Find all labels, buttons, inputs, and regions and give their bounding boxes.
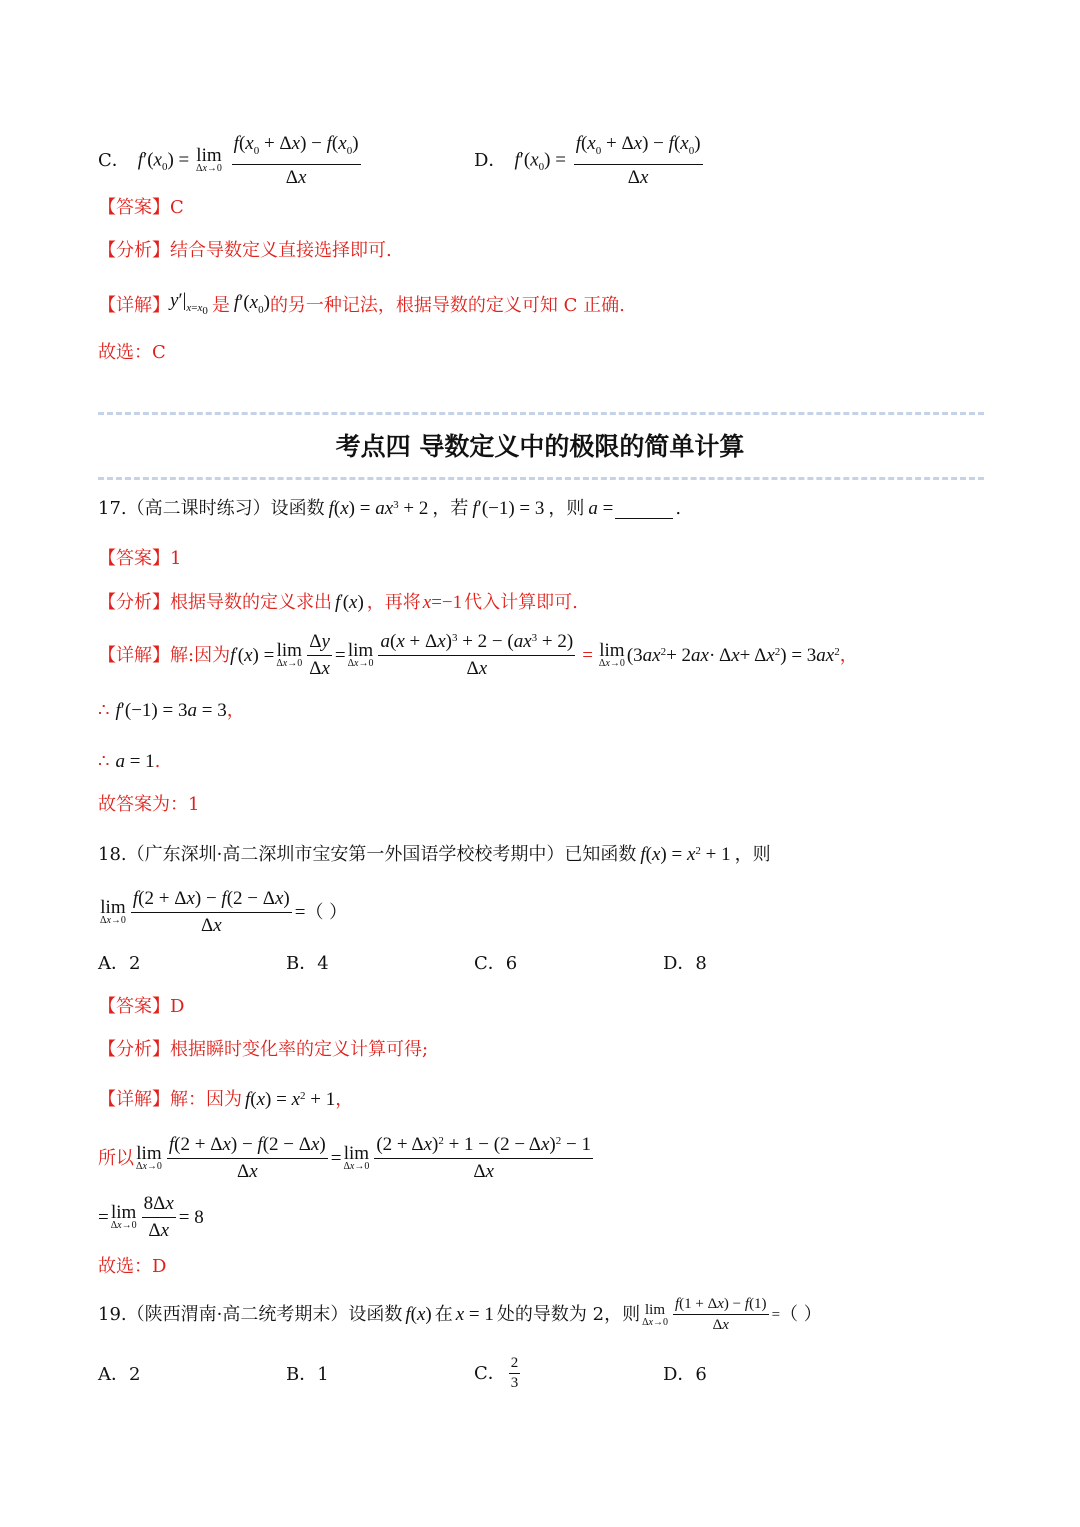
formula: f′(−1) = 3a = 3 bbox=[115, 700, 227, 721]
detail-text-2: 的另一种记法，根据导数的定义可知 C 正确. bbox=[269, 294, 625, 316]
step-tail: ， bbox=[226, 700, 245, 721]
section-title: 考点四 导数定义中的极限的简单计算 bbox=[335, 432, 745, 461]
formula: $f'(x_0)$ = lim Δx→0 $\frac{f(x_0 + \Delta x) - f(x_0)}{\Delta x}$ bbox=[137, 133, 359, 188]
q17-step2 bbox=[98, 698, 245, 724]
q18-stem bbox=[98, 842, 771, 868]
formula: f′(−1) = 3 bbox=[472, 498, 545, 519]
q16-option-c bbox=[98, 132, 364, 190]
analysis-text: 结合导数定义直接选择即可. bbox=[170, 240, 392, 261]
numerator: 2 bbox=[509, 1355, 521, 1374]
answer-bracket: （ ） bbox=[780, 1303, 822, 1325]
q17-detail bbox=[98, 630, 858, 681]
q16-conclusion: 故选：C bbox=[98, 342, 166, 363]
formula: lim Δx→0 $\frac{f(1 + \Delta x) - f(1)}{\Delta x}$ = bbox=[642, 1296, 781, 1333]
detail-text: 解:因为 bbox=[170, 644, 231, 666]
detail-label: 【详解】 bbox=[98, 1089, 170, 1110]
step-tail: ， bbox=[335, 1089, 354, 1110]
section-divider-top bbox=[98, 412, 984, 415]
analysis-text-2: ，再将 bbox=[366, 592, 421, 613]
answer-blank bbox=[615, 500, 673, 519]
formula: $f'(x_0)$ bbox=[233, 291, 270, 316]
formula: $f(x) = ax^3 + 2$ bbox=[328, 498, 429, 519]
formula: lim Δx→0 $\frac{f(2 + \Delta x) - f(2 - \Delta x)}{\Delta x}$ = bbox=[100, 888, 306, 936]
formula: $y'|_{x=x_0}$ bbox=[170, 290, 208, 317]
analysis-label: 【分析】 bbox=[98, 592, 170, 613]
stem-prefix: 18.（广东深圳·高二深圳市宝安第一外国语学校校考期中）已知函数 bbox=[98, 844, 637, 865]
therefore-icon: ∴ bbox=[98, 751, 110, 772]
detail-text: 解：因为 bbox=[170, 1089, 242, 1110]
q17-analysis bbox=[98, 590, 578, 616]
stem-end: ，则 bbox=[548, 498, 585, 519]
analysis-label: 【分析】 bbox=[98, 1039, 170, 1060]
q16-option-d bbox=[474, 132, 706, 190]
q19-option-b: B．1 bbox=[286, 1364, 329, 1385]
formula: $f(x) = x^2 + 1$ bbox=[640, 844, 731, 865]
q18-answer: 【答案】D bbox=[98, 996, 185, 1017]
option-label: C． bbox=[474, 1362, 506, 1384]
q16-analysis bbox=[98, 238, 392, 264]
q18-step1 bbox=[98, 1133, 596, 1184]
analysis-text: 根据瞬时变化率的定义计算可得; bbox=[170, 1039, 429, 1060]
q16-detail bbox=[98, 288, 625, 324]
q17-stem: 17.（高二课时练习）设函数 $f(x) = ax^3 + 2$ ，若 f′(−1) = 3 ，则 a = . bbox=[98, 496, 681, 522]
fraction bbox=[509, 1355, 521, 1392]
so-label: 所以 bbox=[98, 1147, 134, 1169]
formula: $f'(x_0)$ = $\frac{f(x_0 + \Delta x) - f(x_0)}{\Delta x}$ bbox=[514, 133, 701, 188]
stem-prefix: 17.（高二课时练习）设函数 bbox=[98, 498, 325, 519]
stem-mid: 在 bbox=[434, 1303, 453, 1325]
q19-option-d: D．6 bbox=[663, 1364, 707, 1385]
formula: a = bbox=[588, 498, 614, 519]
q19-stem bbox=[98, 1295, 822, 1334]
q19-option-c bbox=[474, 1355, 523, 1392]
stem-mid: ，若 bbox=[432, 498, 469, 519]
analysis-label: 【分析】 bbox=[98, 240, 170, 261]
q17-answer: 【答案】1 bbox=[98, 548, 182, 569]
q18-step2 bbox=[98, 1192, 204, 1243]
therefore-icon: ∴ bbox=[98, 700, 110, 721]
q18-option-a: A．2 bbox=[98, 953, 141, 974]
stem-mid2: 处的导数为 2，则 bbox=[496, 1303, 641, 1325]
formula: a = 1 bbox=[115, 751, 155, 772]
formula: = lim Δx→0 $\frac{8\Delta x}{\Delta x}$ = 8 bbox=[98, 1193, 204, 1241]
formula: f(x) bbox=[405, 1303, 432, 1325]
step-tail: ， bbox=[839, 644, 858, 666]
option-label: D． bbox=[474, 149, 507, 171]
formula: f′(x) bbox=[335, 592, 364, 613]
q16-answer: 【答案】C bbox=[98, 197, 184, 218]
stem-prefix: 19.（陕西渭南·高二统考期末）设函数 bbox=[98, 1303, 403, 1325]
formula: $f(x) = x^2 + 1$ bbox=[245, 1089, 336, 1110]
q18-option-c: C．6 bbox=[474, 953, 518, 974]
q18-detail bbox=[98, 1087, 353, 1113]
q19-option-a: A．2 bbox=[98, 1364, 141, 1385]
q17-conclusion: 故答案为：1 bbox=[98, 794, 200, 815]
detail-label: 【详解】 bbox=[98, 294, 170, 316]
detail-label: 【详解】 bbox=[98, 644, 170, 666]
stem-end: ，则 bbox=[734, 844, 771, 865]
q18-conclusion: 故选：D bbox=[98, 1256, 167, 1277]
analysis-text-3: 代入计算即可. bbox=[464, 592, 578, 613]
formula: f ′ ( x ) = lim Δx→0 $\frac{\Delta y}{\Delta x}$ = lim Δx→0 $\frac{a(x + \Delta x)^3 + 2 - (ax^3 + 2)}{\Delta x}$ = lim Δx→0 (3 ax $^2$ + 2 ax · Δ x + Δ x $^2$ ) = 3 ax $^2$ bbox=[230, 631, 840, 679]
option-label: C． bbox=[98, 149, 130, 171]
q18-option-d: D．8 bbox=[663, 953, 707, 974]
q18-analysis bbox=[98, 1037, 428, 1063]
formula: lim Δx→0 $\frac{f(2 + \Delta x) - f(2 - \Delta x)}{\Delta x}$ = lim Δx→0 $\frac{(2 + \Delta x)^2 + 1 - (2 - \Delta x)^2 - 1}{\Delta x}$ bbox=[136, 1134, 591, 1182]
formula: x=−1 bbox=[422, 592, 463, 613]
formula: x = 1 bbox=[455, 1303, 494, 1325]
denominator: 3 bbox=[510, 1375, 519, 1391]
analysis-text-1: 根据导数的定义求出 bbox=[170, 592, 332, 613]
q17-step3 bbox=[98, 749, 160, 775]
q18-option-b: B．4 bbox=[286, 953, 329, 974]
answer-bracket: （ ） bbox=[305, 901, 348, 923]
section-divider-bottom bbox=[98, 477, 984, 480]
step-tail: . bbox=[154, 751, 161, 772]
q18-limit bbox=[98, 887, 347, 938]
detail-text-1: 是 bbox=[211, 294, 230, 316]
